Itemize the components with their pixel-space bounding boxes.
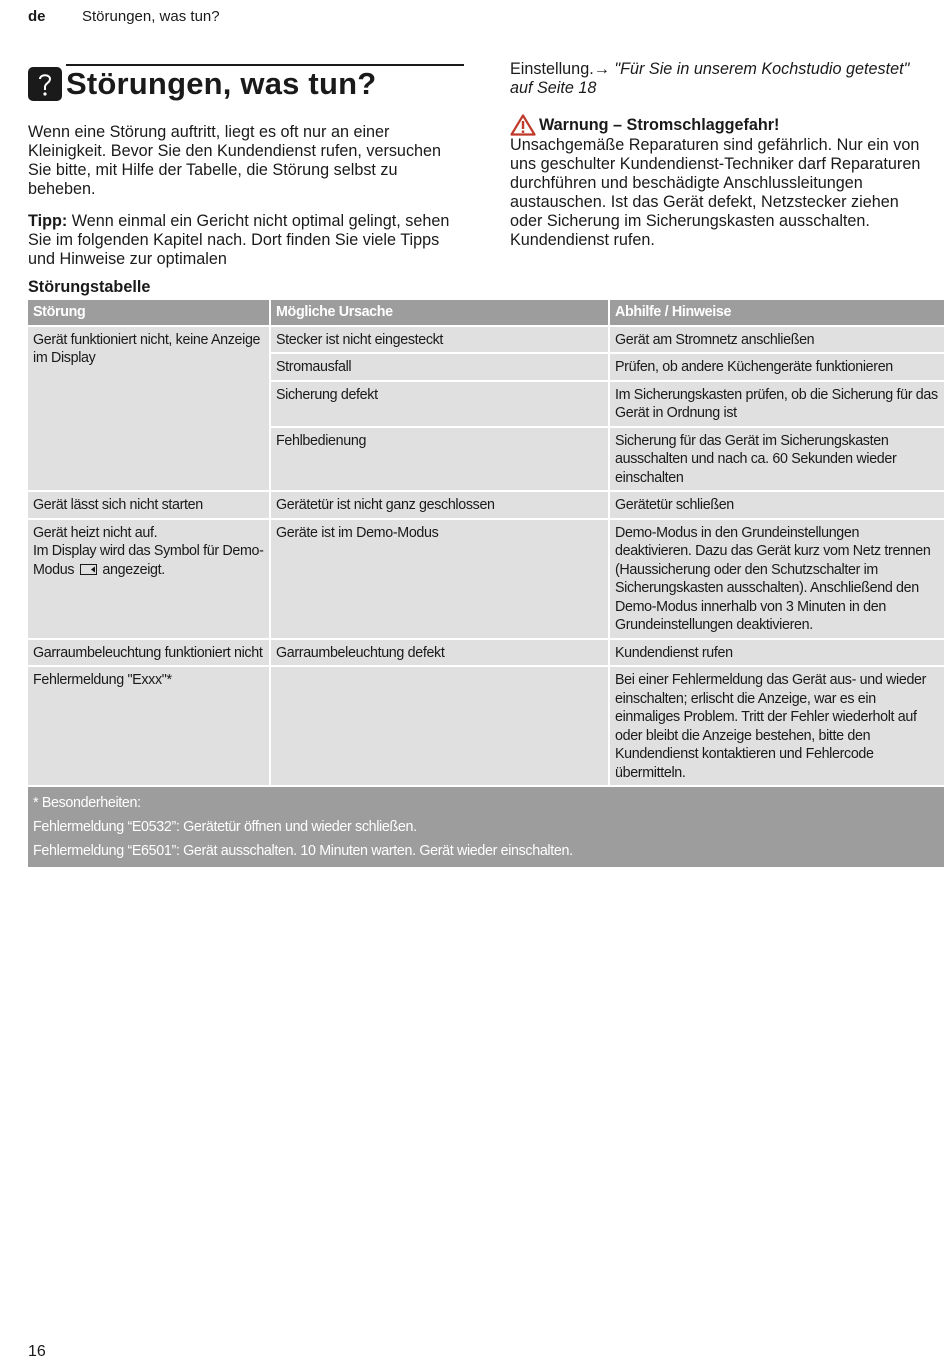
footnote-line: Fehlermeldung “E0532”: Gerätetür öffnen und wieder schließen. — [33, 819, 417, 835]
stoerung-line: angezeigt. — [102, 561, 165, 578]
fault-table — [28, 300, 944, 869]
cell-abhilfe: Prüfen, ob andere Küchengeräte funktionieren — [609, 353, 944, 381]
page-heading: Störungen, was tun? — [66, 66, 377, 101]
table-row — [28, 326, 944, 354]
heading-row — [28, 66, 464, 102]
language-code: de — [28, 8, 46, 25]
cell-stoerung: Gerät funktioniert nicht, keine Anzeige im Display — [28, 326, 270, 492]
intro-paragraph: Wenn eine Störung auftritt, liegt es oft nur an einer Kleinigkeit. Bevor Sie den Kundendienst rufen, versuchen Sie bitte, mit Hilfe der Tabelle, die Störung selbst zu beheben. — [28, 123, 442, 198]
cell-ursache: Sicherung defekt — [270, 381, 609, 427]
cell-abhilfe: Gerät am Stromnetz anschließen — [609, 326, 944, 354]
cell-ursache: Geräte ist im Demo-Modus — [270, 519, 609, 639]
right-column — [510, 60, 930, 250]
table-footnote — [28, 786, 944, 868]
tip-label: Tipp: — [28, 212, 68, 230]
reference-paragraph — [510, 60, 930, 98]
table-row — [28, 491, 944, 519]
tip-text: Wenn einmal ein Gericht nicht optimal gelingt, sehen Sie im folgenden Kapitel nach. Dort finden Sie viele Tipps und Hinweise zur optimalen — [28, 212, 450, 268]
tip-paragraph — [28, 212, 464, 269]
reference-lead: Einstellung. — [510, 60, 594, 78]
warning-title: Warnung – Stromschlaggefahr! — [539, 115, 780, 134]
section-title: Störungstabelle — [28, 278, 151, 296]
cell-abhilfe: Im Sicherungskasten prüfen, ob die Sicherung für das Gerät in Ordnung ist — [609, 381, 944, 427]
cell-stoerung: Gerät lässt sich nicht starten — [28, 491, 270, 519]
cell-abhilfe: Demo-Modus in den Grundeinstellungen deaktivieren. Dazu das Gerät kurz vom Netz trennen (Haussicherung oder den Schutzschalter im Sicherungskasten ausschalten). Anschließend den Demo-Modus innerhalb von 3 Minuten in den Grundeinstellungen deaktivieren. — [609, 519, 944, 639]
cell-ursache: Stromausfall — [270, 353, 609, 381]
cell-stoerung: Fehlermeldung "Exxx"* — [28, 666, 270, 786]
cell-ursache: Stecker ist nicht eingesteckt — [270, 326, 609, 354]
cell-ursache: Garraumbeleuchtung defekt — [270, 639, 609, 667]
cell-stoerung — [28, 519, 270, 639]
cell-ursache: Fehlbedienung — [270, 427, 609, 492]
question-icon — [28, 67, 62, 101]
page-number: 16 — [28, 1343, 46, 1360]
table-footnote-row — [28, 786, 944, 868]
cell-stoerung: Garraumbeleuchtung funktioniert nicht — [28, 639, 270, 667]
stoerung-line: Im Display wird das Symbol für Demo-Modus — [33, 543, 264, 578]
table-row — [28, 639, 944, 667]
cell-ursache — [270, 666, 609, 786]
cell-abhilfe: Sicherung für das Gerät im Sicherungskasten ausschalten und nach ca. 60 Sekunden wieder einschalten — [609, 427, 944, 492]
running-header-title: Störungen, was tun? — [82, 8, 220, 25]
warning-heading — [510, 114, 930, 136]
column-header-abhilfe: Abhilfe / Hinweise — [609, 300, 944, 326]
table-header-row — [28, 300, 944, 326]
demo-mode-icon — [80, 564, 97, 575]
footnote-line: Fehlermeldung “E6501”: Gerät ausschalten. 10 Minuten warten. Gerät wieder einschalten. — [33, 843, 573, 859]
table-row — [28, 519, 944, 639]
warning-triangle-icon — [510, 114, 536, 136]
left-column — [28, 64, 464, 269]
cell-abhilfe: Gerätetür schließen — [609, 491, 944, 519]
cell-ursache: Gerätetür ist nicht ganz geschlossen — [270, 491, 609, 519]
footnote-line: * Besonderheiten: — [33, 795, 141, 811]
arrow-icon: → — [593, 60, 610, 78]
column-header-stoerung: Störung — [28, 300, 270, 326]
warning-text: Unsachgemäße Reparaturen sind gefährlich. Nur ein von uns geschulter Kundendienst-Techniker darf Reparaturen durchführen und beschädigte Anschlussleitungen austauschen. Ist das Gerät defekt, Netzstecker ziehen oder Sicherung im Sicherungskasten ausschalten. Kundendienst rufen. — [510, 136, 921, 249]
page-reference-link[interactable]: "Für Sie in unserem Kochstudio getestet" auf Seite 18 — [510, 60, 910, 97]
cell-abhilfe: Bei einer Fehlermeldung das Gerät aus- und wieder einschalten; erlischt die Anzeige, war es ein einmaliges Problem. Tritt der Fehler wiederholt auf oder bleibt die Anzeige bestehen, bitte den Kundendienst kontaktieren und Fehlercode übermitteln. — [609, 666, 944, 786]
column-header-ursache: Mögliche Ursache — [270, 300, 609, 326]
cell-abhilfe: Kundendienst rufen — [609, 639, 944, 667]
table-row — [28, 666, 944, 786]
stoerung-line: Gerät heizt nicht auf. — [33, 524, 158, 541]
